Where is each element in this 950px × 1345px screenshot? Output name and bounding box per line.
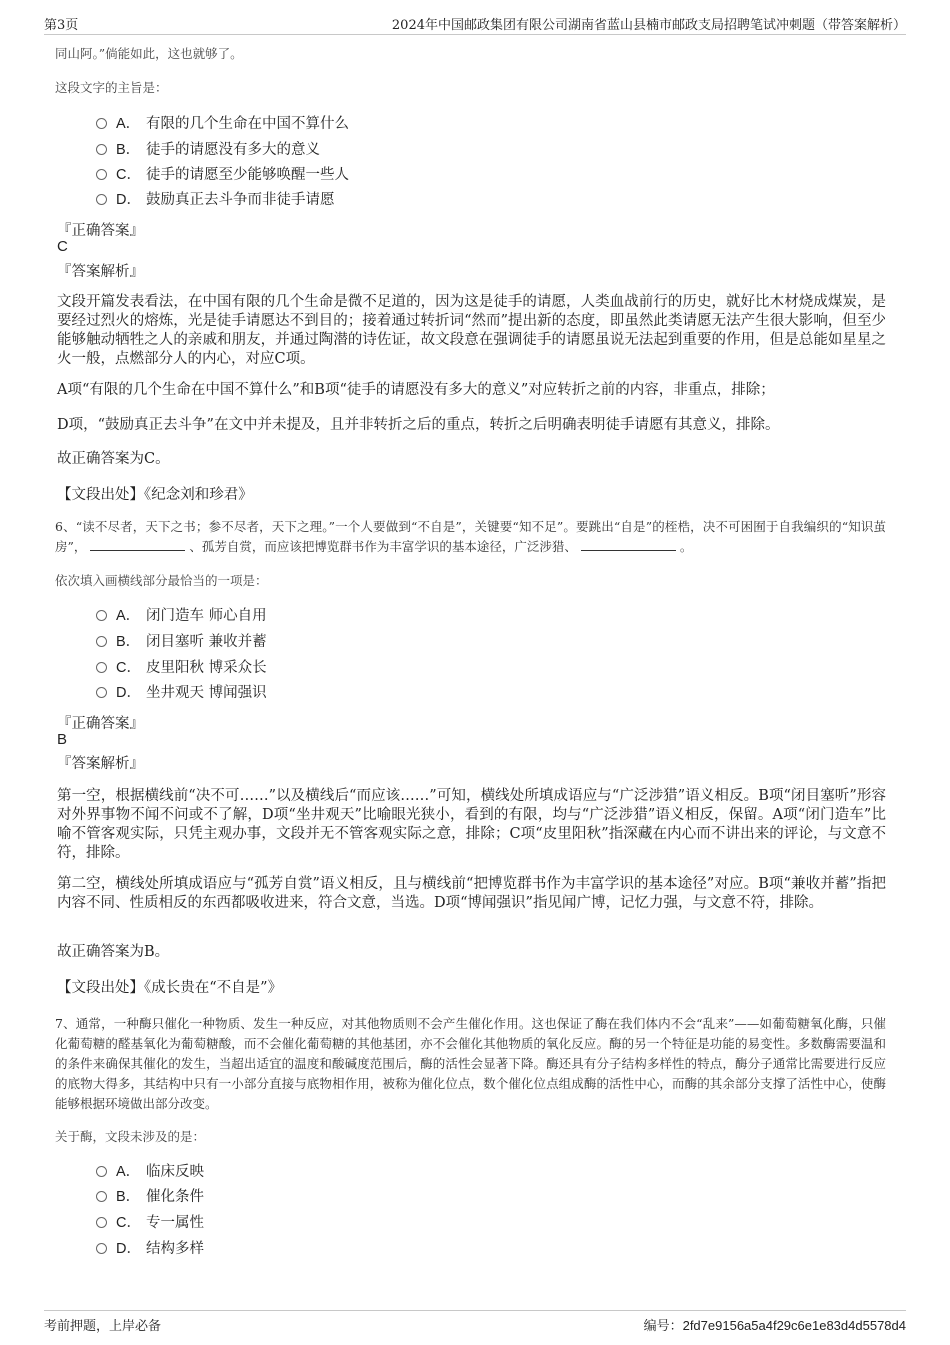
radio-icon[interactable]: [96, 687, 107, 698]
page-number: 第3页: [44, 18, 79, 33]
q6-source: 【文段出处】《成长贵在“不自是”》: [57, 980, 283, 996]
footer-code: 编号：2fd7e9156a5a4f29c6e1e83d4d5578d4: [643, 1318, 906, 1334]
q5-option-b[interactable]: B． 徒手的请愿没有多大的意义: [96, 139, 320, 161]
radio-icon[interactable]: [96, 1217, 107, 1228]
q7-stem: 7、通常，一种酶只催化一种物质、发生一种反应，对其他物质则不会产生催化作用。这也保证了酶在我们体内不会“乱来”——如葡萄糖氧化酶，只催化葡萄糖的醛基氧化为葡萄糖酸，而不会催化葡萄糖的其他基团，亦不会催化其他物质的氧化反应。酶的另一个特征是功能的易变性。多数酶需要温和的条件来确保其催化的发生，当超出适宜的温度和酸碱度范围后，酶的活性会显著下降。酶还具有分子结构多样性的特点，酶分子通常比需要进行反应的底物大得多，其结构中只有一小部分直接与底物相作用，被称为催化位点，数个催化位点组成酶的活性中心，而酶的其余部分支撑了活性中心，使酶能够根据环境做出部分改变。: [55, 1016, 886, 1111]
q5-option-c[interactable]: C． 徒手的请愿至少能够唤醒一些人: [96, 164, 349, 186]
q6-analysis-p1: 第一空，根据横线前“决不可……”以及横线后“而应该……”可知，横线处所填成语应与“广泛涉猎”语义相反。B项“闭目塞听”形容对外界事物不闻不问或不了解，D项“坐井观天”比喻眼光狭小，看到的有限，均与“广泛涉猎”语义相反，保留。A项“闭门造车”比喻不管客观实际，只凭主观办事，文段并无不管客观实际之意，排除；C项“皮里阳秋”指深藏在内心而不讲出来的评论，与文意不符，排除。: [57, 788, 886, 861]
blank-1[interactable]: [90, 538, 185, 551]
radio-icon[interactable]: [96, 1191, 107, 1202]
q5-analysis-label: 『答案解析』: [57, 264, 144, 280]
radio-icon[interactable]: [96, 610, 107, 621]
q5-answer: C: [57, 238, 68, 255]
q6-option-a[interactable]: A． 闭门造车 师心自用: [96, 605, 267, 627]
page-footer: [44, 1310, 906, 1335]
blank-2[interactable]: [581, 538, 676, 551]
q6-analysis-p3: 故正确答案为B。: [57, 944, 170, 960]
radio-icon[interactable]: [96, 118, 107, 129]
radio-icon[interactable]: [96, 1243, 107, 1254]
radio-icon[interactable]: [96, 636, 107, 647]
q6-prompt: 依次填入画横线部分最恰当的一项是：: [55, 573, 268, 588]
q6-analysis-label: 『答案解析』: [57, 756, 144, 772]
radio-icon[interactable]: [96, 169, 107, 180]
radio-icon[interactable]: [96, 194, 107, 205]
q6-answer: B: [57, 731, 68, 748]
q5-option-d[interactable]: D． 鼓励真正去斗争而非徒手请愿: [96, 189, 335, 211]
radio-icon[interactable]: [96, 662, 107, 673]
q7-option-b[interactable]: B． 催化条件: [96, 1186, 204, 1208]
radio-icon[interactable]: [96, 1166, 107, 1177]
q5-analysis-p1: 文段开篇发表看法，在中国有限的几个生命是微不足道的，因为这是徒手的请愿，人类血战前行的历史，就好比木材烧成煤炭，是要经过烈火的熔炼，光是徒手请愿达不到目的；接着通过转折词“然而”提出新的态度，即虽然此类请愿无法产生很大影响，但至少能够触动牺牲之人的亲戚和朋友，并通过陶潜的诗佐证，故文段意在强调徒手的请愿虽说无法起到重要的作用，但是总能如星星之火一般，点燃部分人的内心，对应C项。: [57, 294, 886, 367]
q6-stem: 6、“读不尽者，天下之书；参不尽者，天下之理。”一个人要做到“不自是”，关键要“知不足”。要跳出“自是”的桎梏，决不可困囿于自我编织的“知识茧房”， 、孤芳自赏，而应该把博览群书作为丰富学识的基本途径，广泛涉猎、 。: [55, 519, 886, 554]
q7-option-d[interactable]: D． 结构多样: [96, 1238, 204, 1260]
q5-analysis-p2: A项“有限的几个生命在中国不算什么”和B项“徒手的请愿没有多大的意义”对应转折之前的内容，非重点，排除；: [57, 382, 775, 398]
q5-source: 【文段出处】《纪念刘和珍君》: [57, 487, 253, 503]
page-header: [44, 12, 906, 35]
q5-analysis-p3: D项，“鼓励真正去斗争”在文中并未提及，且并非转折之后的重点，转折之后明确表明徒手请愿有其意义，排除。: [57, 417, 780, 433]
q6-option-d[interactable]: D． 坐井观天 博闻强识: [96, 682, 267, 704]
q6-option-b[interactable]: B． 闭目塞听 兼收并蓄: [96, 631, 267, 653]
q6-analysis-p2: 第二空，横线处所填成语应与“孤芳自赏”语义相反，且与横线前“把博览群书作为丰富学识的基本途径”对应。B项“兼收并蓄”指把内容不同、性质相反的东西都吸收进来，符合文意，当选。D项“博闻强识”指见闻广博，记忆力强，与文意不符，排除。: [57, 876, 886, 911]
q7-prompt: 关于酶，文段未涉及的是：: [55, 1129, 206, 1144]
q5-prompt: 这段文字的主旨是：: [55, 80, 168, 95]
radio-icon[interactable]: [96, 144, 107, 155]
q7-option-a[interactable]: A． 临床反映: [96, 1161, 204, 1183]
footer-slogan: 考前押题，上岸必备: [44, 1319, 162, 1334]
q7-option-c[interactable]: C． 专一属性: [96, 1212, 204, 1234]
q6-answer-label: 『正确答案』: [57, 716, 144, 732]
q5-answer-label: 『正确答案』: [57, 223, 144, 239]
q5-passage-tail: 同山阿。”倘能如此，这也就够了。: [55, 46, 243, 61]
q5-analysis-p4: 故正确答案为C。: [57, 451, 170, 467]
q6-option-c[interactable]: C． 皮里阳秋 博采众长: [96, 657, 267, 679]
document-title: 2024年中国邮政集团有限公司湖南省蓝山县楠市邮政支局招聘笔试冲刺题（带答案解析）: [391, 18, 906, 33]
q5-option-a[interactable]: A． 有限的几个生命在中国不算什么: [96, 113, 349, 135]
